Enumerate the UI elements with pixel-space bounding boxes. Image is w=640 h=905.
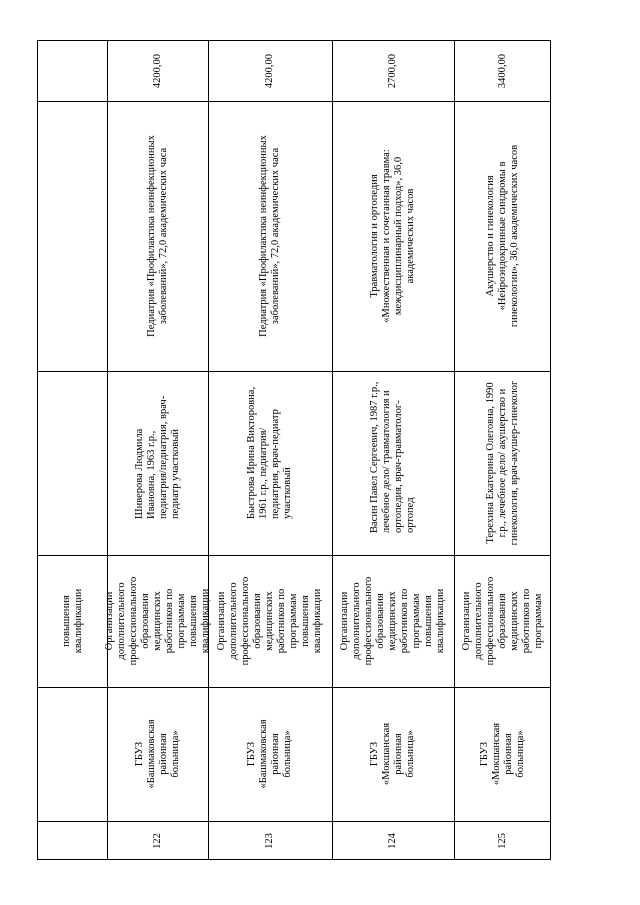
row-amount: 2700,00 [387, 53, 398, 89]
row-funding: Организации дополнительного профессионального образования медицинских работников по программам повышения квалификации [103, 576, 211, 666]
row-program: Педиатрия «Профилактика неинфекционных заболеваний», 72,0 академических часа [145, 135, 169, 337]
row-program: Травматология и ортопедия «Множественная и сочетанная травма: междисциплинарный подход», 36,0 академических часов [369, 149, 416, 323]
row-organization: ГБУЗ «Мокшанская районная больница» [479, 722, 526, 786]
row-funding: Организации дополнительного профессионального образования медицинских работников по программам повышения квалификации [216, 576, 323, 666]
row-funding: Организации дополнительного профессионального образования медицинских работников по программам [461, 576, 544, 666]
qualification-table [37, 40, 551, 860]
row-number-122: 122 [151, 833, 163, 849]
row-amount: 3400,00 [497, 53, 508, 89]
row-amount: 4200,00 [151, 53, 163, 89]
row-funding: Организации дополнительного профессионального образования медицинских работников по программам повышения квалификации [339, 576, 446, 666]
row-organization: ГБУЗ «Башмаковская районная больница» [246, 719, 293, 789]
header-qualification: повышения квалификации [60, 588, 84, 654]
row-amount: 4200,00 [264, 53, 275, 89]
row-number-123: 123 [264, 833, 275, 849]
row-person: Быстрова Ирина Викторовна, 1961 г.р., педиатрия/педиатрия, врач-педиатр участковый [246, 386, 293, 519]
row-organization: ГБУЗ «Мокшанская районная больница» [369, 722, 416, 786]
row-person: Шиверова Людмила Ивановна, 1963 г.р., педиатрия/педиатрия, врач-педиатр участковый [133, 395, 181, 519]
row-number-124: 124 [387, 833, 398, 849]
row-organization: ГБУЗ «Башмаковская районная больница» [133, 719, 181, 789]
row-number-125: 125 [497, 833, 508, 849]
row-person: Васин Павел Сергеевич, 1987 г.р., лечебное дело/ травматология и ортопедия, врач-травматолог-ортопед [369, 381, 416, 533]
row-program: Педиатрия «Профилактика неинфекционных заболеваний», 72,0 академических часа [258, 135, 281, 337]
row-person: Терехина Екатерина Олеговна, 1990 г.р., лечебное дело/ акушерство и гинекология, врач-акушер-гинеколог [485, 380, 520, 546]
row-program: Акушерство и гинекология «Нейроэндокринные синдромы в гинекологии», 36,0 академических часов [485, 144, 520, 328]
